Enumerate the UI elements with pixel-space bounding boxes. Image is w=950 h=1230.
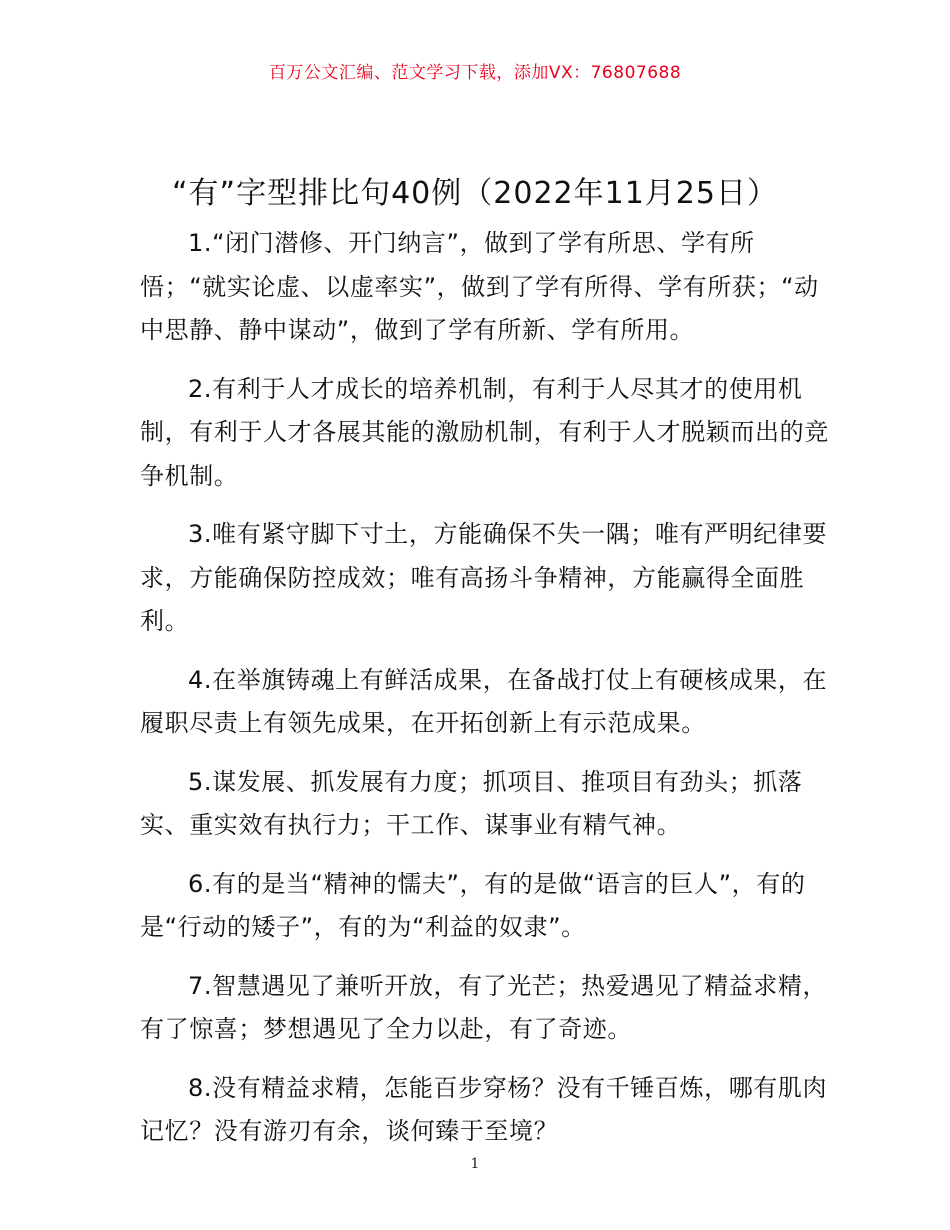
paragraph-2: 2.有利于人才成长的培养机制，有利于人尽其才的使用机制，有利于人才各展其能的激励机制，有利于人才脱颖而出的竞争机制。 [140, 374, 829, 490]
paragraph-5: 5.谋发展、抓发展有力度；抓项目、推项目有劲头；抓落实、重实效有执行力；干工作、谋事业有精气神。 [140, 767, 803, 839]
document-body [140, 222, 830, 1169]
paragraph-6: 6.有的是当“精神的懦夫”，有的是做“语言的巨人”，有的是“行动的矮子”，有的为“利益的奴隶”。 [140, 869, 806, 941]
paragraph-4: 4.在举旗铸魂上有鲜活成果，在备战打仗上有硬核成果，在履职尽责上有领先成果，在开拓创新上有示范成果。 [140, 665, 828, 737]
paragraph-3: 3.唯有紧守脚下寸土，方能确保不失一隅；唯有严明纪律要求，方能确保防控成效；唯有高扬斗争精神，方能赢得全面胜利。 [140, 520, 828, 635]
paragraph-7: 7.智慧遇见了兼听开放，有了光芒；热爱遇见了精益求精，有了惊喜；梦想遇见了全力以赴，有了奇迹。 [140, 971, 828, 1043]
paragraph-1: 1.“闭门潜修、开门纳言”，做到了学有所思、学有所悟；“就实论虚、以虚率实”，做到了学有所得、学有所获；“动中思静、静中谋动”，做到了学有所新、学有所用。 [140, 229, 819, 344]
document-title: “有”字型排比句40例（2022年11月25日） [172, 176, 778, 211]
page-number: 1 [470, 1156, 480, 1172]
watermark-banner: 百万公文汇编、范文学习下载，添加VX：76807688 [268, 63, 682, 83]
paragraph-8: 8.没有精益求精，怎能百步穿杨？没有千锤百炼，哪有肌肉记忆？没有游刃有余，谈何臻于至境？ [140, 1073, 828, 1145]
